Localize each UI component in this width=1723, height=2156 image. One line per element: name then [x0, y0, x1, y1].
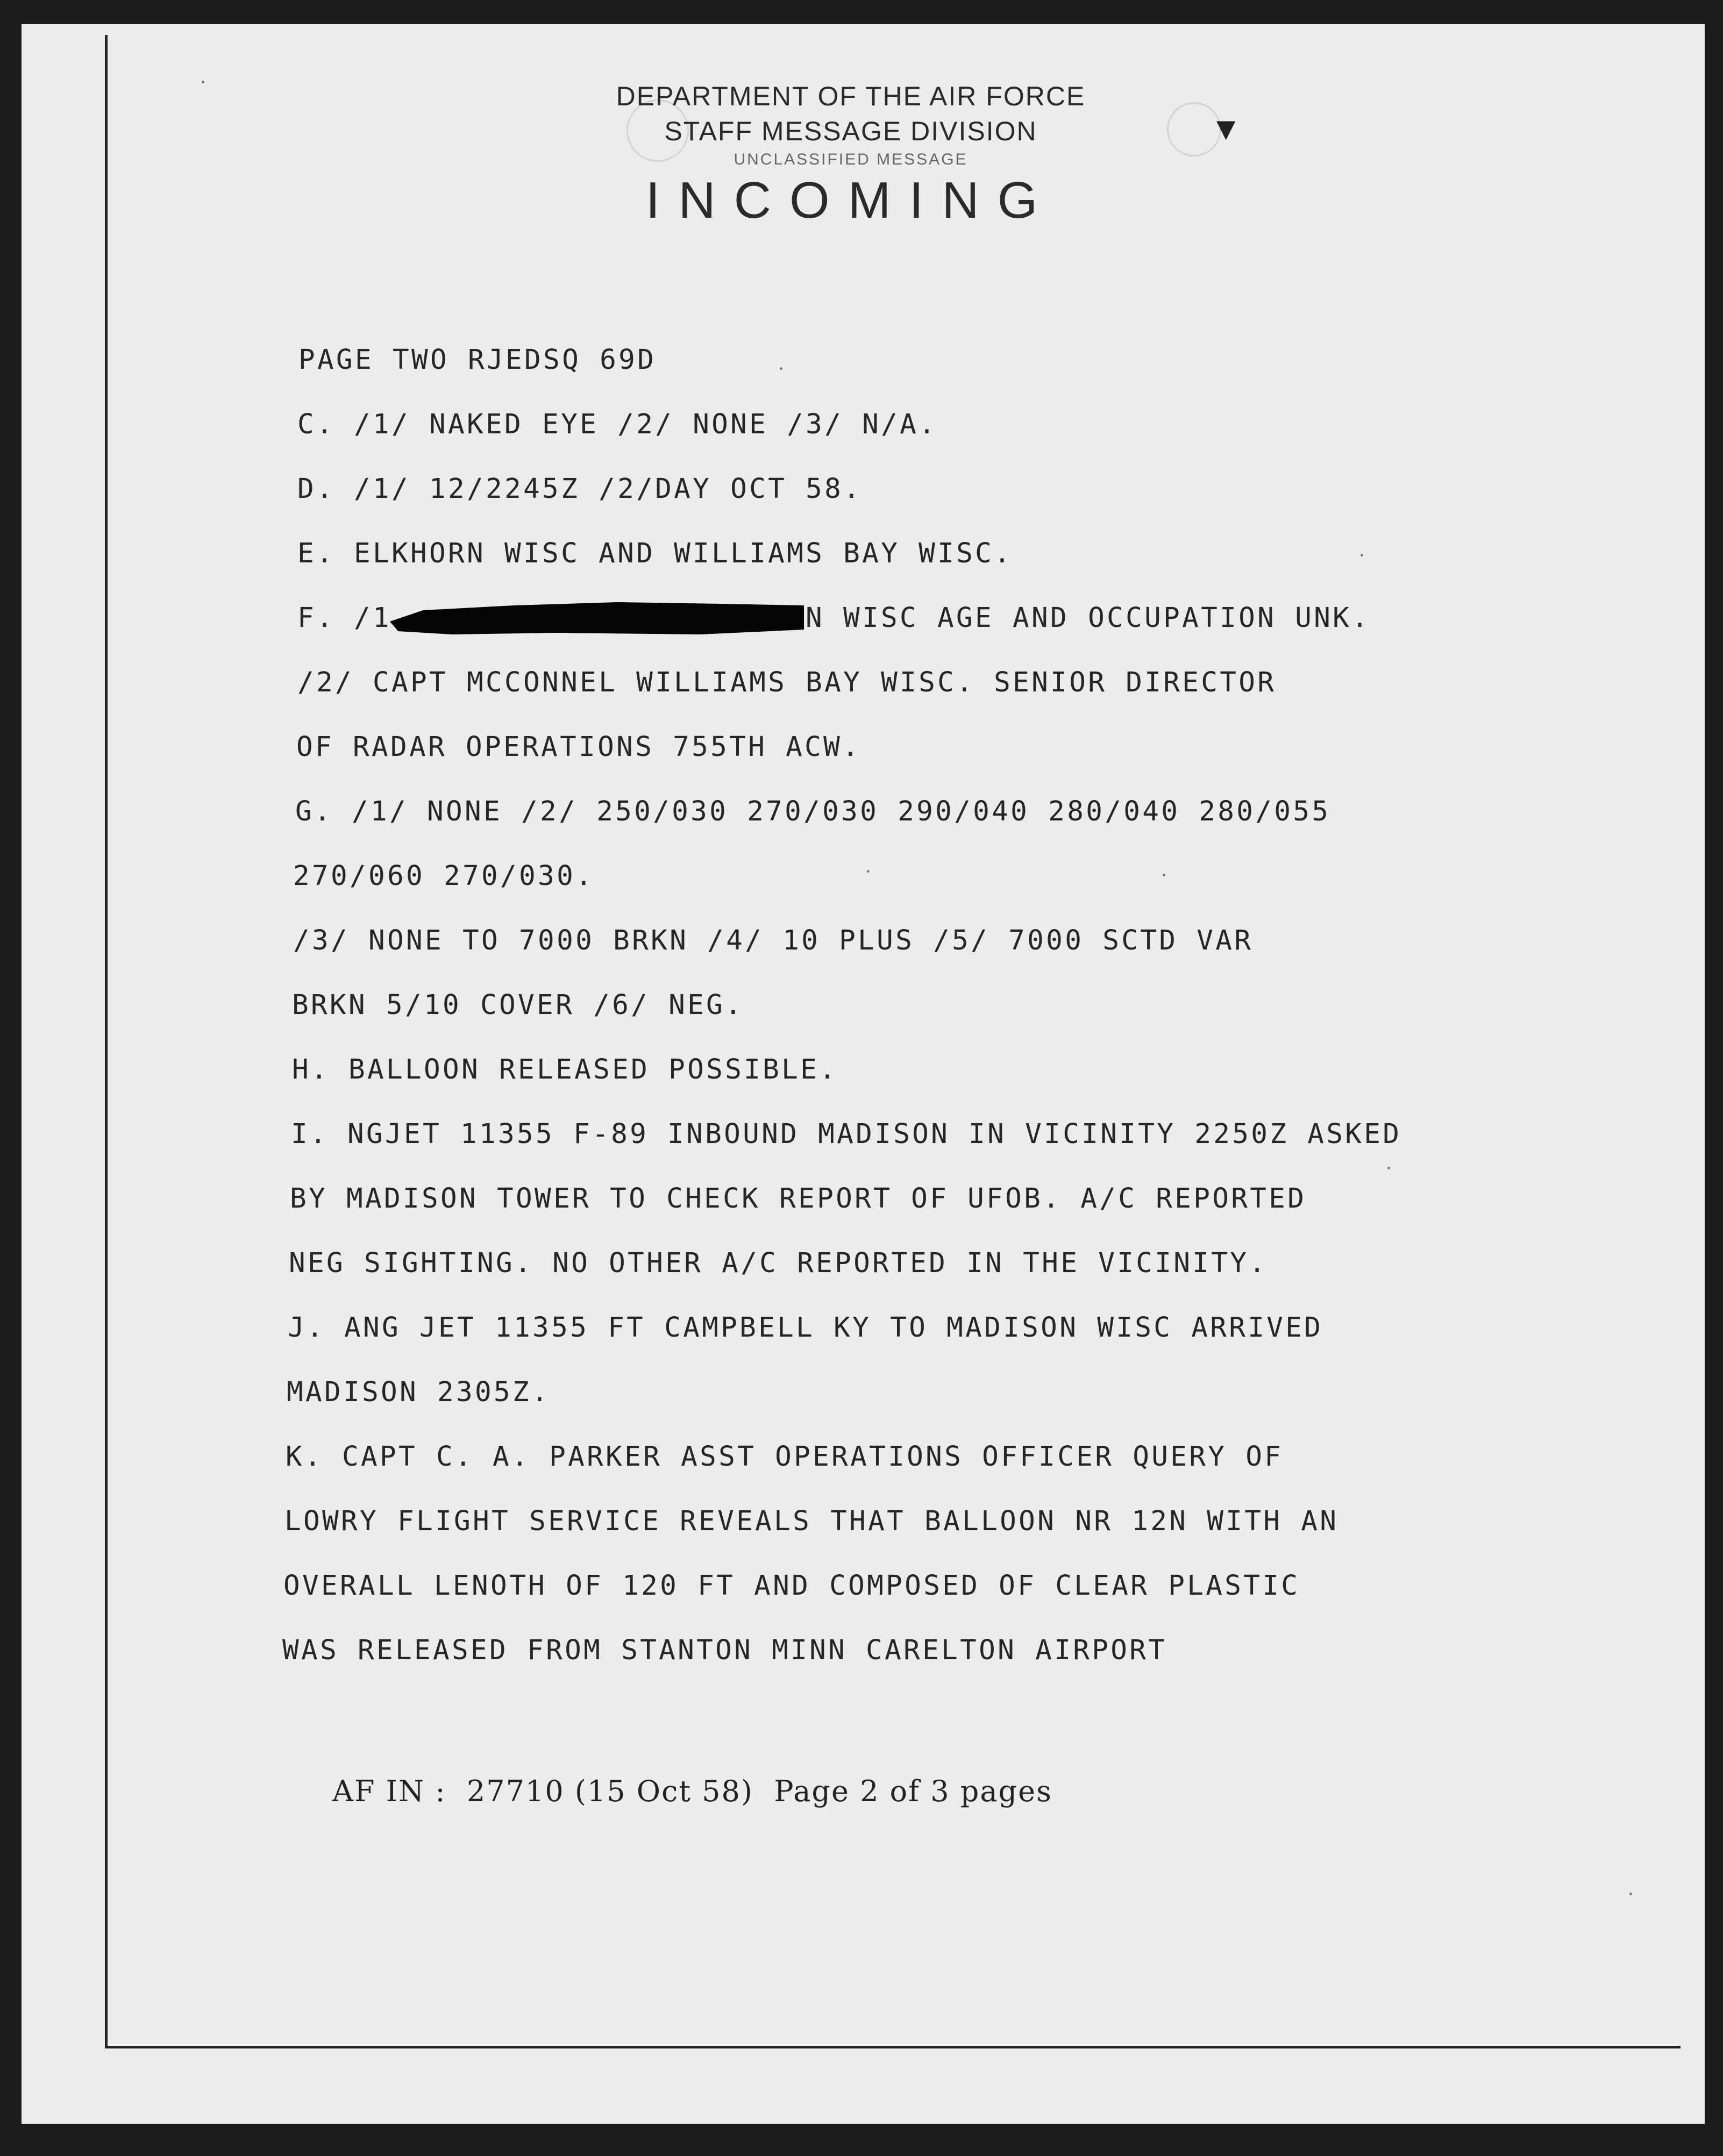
line-j-cont: MADISON 2305Z.: [287, 1376, 551, 1408]
dust-speck: [1361, 554, 1363, 556]
dust-speck: [867, 870, 870, 873]
line-h: H. BALLOON RELEASED POSSIBLE.: [292, 1054, 838, 1086]
document-sheet: [22, 24, 1705, 2124]
line-g3-cont: BRKN 5/10 COVER /6/ NEG.: [292, 989, 744, 1021]
line-c: C. /1/ NAKED EYE /2/ NONE /3/ N/A.: [297, 409, 938, 440]
line-g3: /3/ NONE TO 7000 BRKN /4/ 10 PLUS /5/ 7000 SCTD VAR: [293, 925, 1254, 956]
line-page-header: PAGE TWO RJEDSQ 69D: [298, 344, 657, 376]
frame-border-bottom: [105, 2046, 1681, 2048]
line-f2-cont: OF RADAR OPERATIONS 755TH ACW.: [296, 731, 862, 763]
line-i-cont1: BY MADISON TOWER TO CHECK REPORT OF UFOB. A/C REPORTED: [290, 1183, 1307, 1215]
frame-border-left: [105, 35, 108, 2048]
dust-speck: [1629, 1893, 1632, 1895]
header-department: DEPARTMENT OF THE AIR FORCE: [616, 81, 1086, 111]
line-k: K. CAPT C. A. PARKER ASST OPERATIONS OFFICER QUERY OF: [286, 1441, 1284, 1473]
dust-speck: [780, 367, 782, 370]
line-d: D. /1/ 12/2245Z /2/DAY OCT 58.: [297, 473, 863, 505]
line-e: E. ELKHORN WISC AND WILLIAMS BAY WISC.: [297, 538, 1013, 569]
line-k-cont1: LOWRY FLIGHT SERVICE REVEALS THAT BALLOON NR 12N WITH AN: [284, 1505, 1339, 1537]
line-f-tail: N WISC AGE AND OCCUPATION UNK.: [806, 602, 1371, 634]
header-classification: UNCLASSIFIED MESSAGE: [734, 151, 968, 168]
header-division: STAFF MESSAGE DIVISION: [664, 116, 1037, 146]
pen-mark-icon: ▼: [1216, 114, 1236, 143]
line-k-cont3: WAS RELEASED FROM STANTON MINN CARELTON AIRPORT: [282, 1634, 1167, 1666]
line-i: I. NGJET 11355 F-89 INBOUND MADISON IN VICINITY 2250Z ASKED: [291, 1118, 1402, 1150]
line-g: G. /1/ NONE /2/ 250/030 270/030 290/040 280/040 280/055: [295, 796, 1331, 827]
line-i-cont2: NEG SIGHTING. NO OTHER A/C REPORTED IN THE VICINITY.: [289, 1247, 1268, 1279]
af-in-footer: AF IN : 27710 (15 Oct 58) Page 2 of 3 pages: [332, 1774, 1052, 1808]
header-incoming: INCOMING: [645, 172, 1056, 229]
line-j: J. ANG JET 11355 FT CAMPBELL KY TO MADISON WISC ARRIVED: [288, 1312, 1323, 1344]
dust-speck: [1163, 874, 1165, 876]
dust-speck: [1387, 1167, 1390, 1169]
dust-speck: [202, 81, 204, 83]
line-g-cont: 270/060 270/030.: [293, 860, 595, 892]
line-f-start: F. /1: [297, 602, 392, 634]
line-f2: /2/ CAPT MCCONNEL WILLIAMS BAY WISC. SENIOR DIRECTOR: [297, 667, 1277, 698]
line-k-cont2: OVERALL LENOTH OF 120 FT AND COMPOSED OF CLEAR PLASTIC: [283, 1570, 1300, 1602]
